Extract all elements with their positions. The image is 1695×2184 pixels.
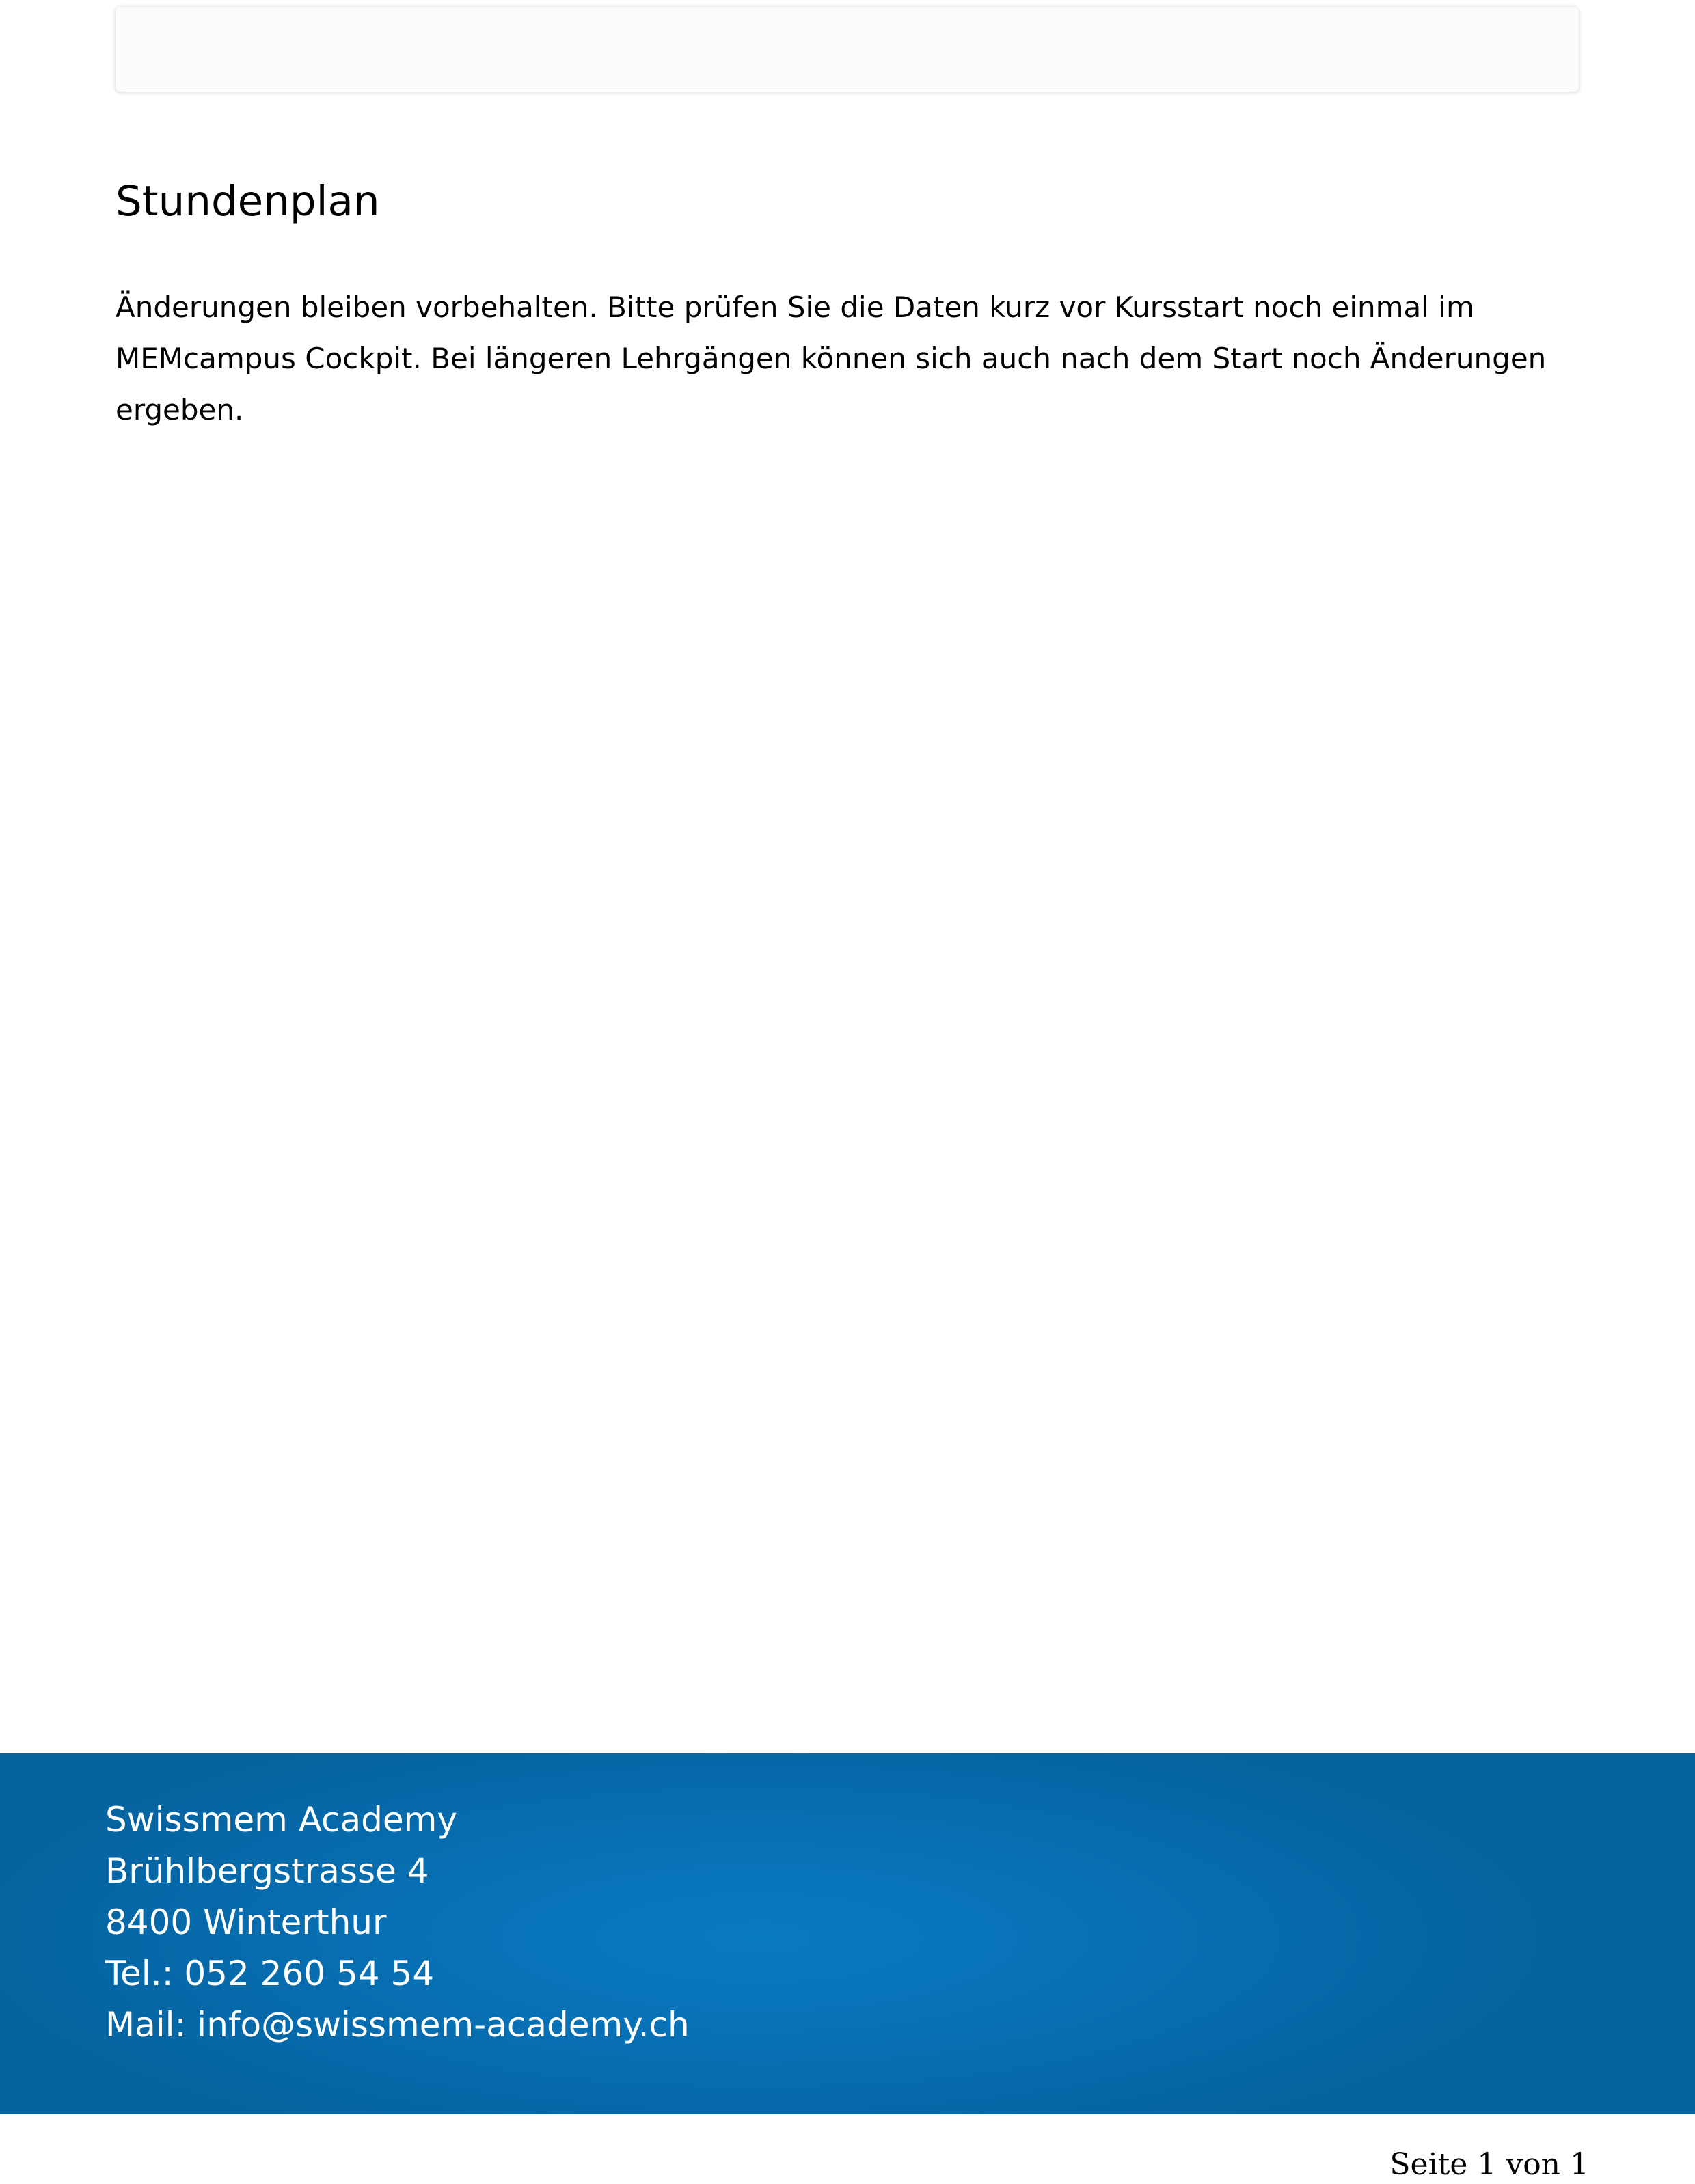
footer-street: Brühlbergstrasse 4 bbox=[105, 1851, 429, 1891]
footer-phone: Tel.: 052 260 54 54 bbox=[105, 1954, 435, 1993]
footer-email: Mail: info@swissmem-academy.ch bbox=[105, 2005, 690, 2045]
page-title: Stundenplan bbox=[116, 177, 380, 226]
header-placeholder-box bbox=[116, 7, 1579, 92]
footer-city: 8400 Winterthur bbox=[105, 1902, 387, 1942]
notice-text: Änderungen bleiben vorbehalten. Bitte prüfen Sie die Daten kurz vor Kursstart noch einmal im MEMcampus Cockpit. Bei längeren Lehrgängen können sich auch nach dem Start noch Änderungen ergeben. bbox=[116, 290, 1547, 426]
footer-organization: Swissmem Academy bbox=[105, 1800, 457, 1840]
page-number: Seite 1 von 1 bbox=[1389, 2147, 1589, 2182]
footer-address bbox=[105, 1794, 690, 2051]
footer-contact-block bbox=[0, 1753, 1695, 2114]
